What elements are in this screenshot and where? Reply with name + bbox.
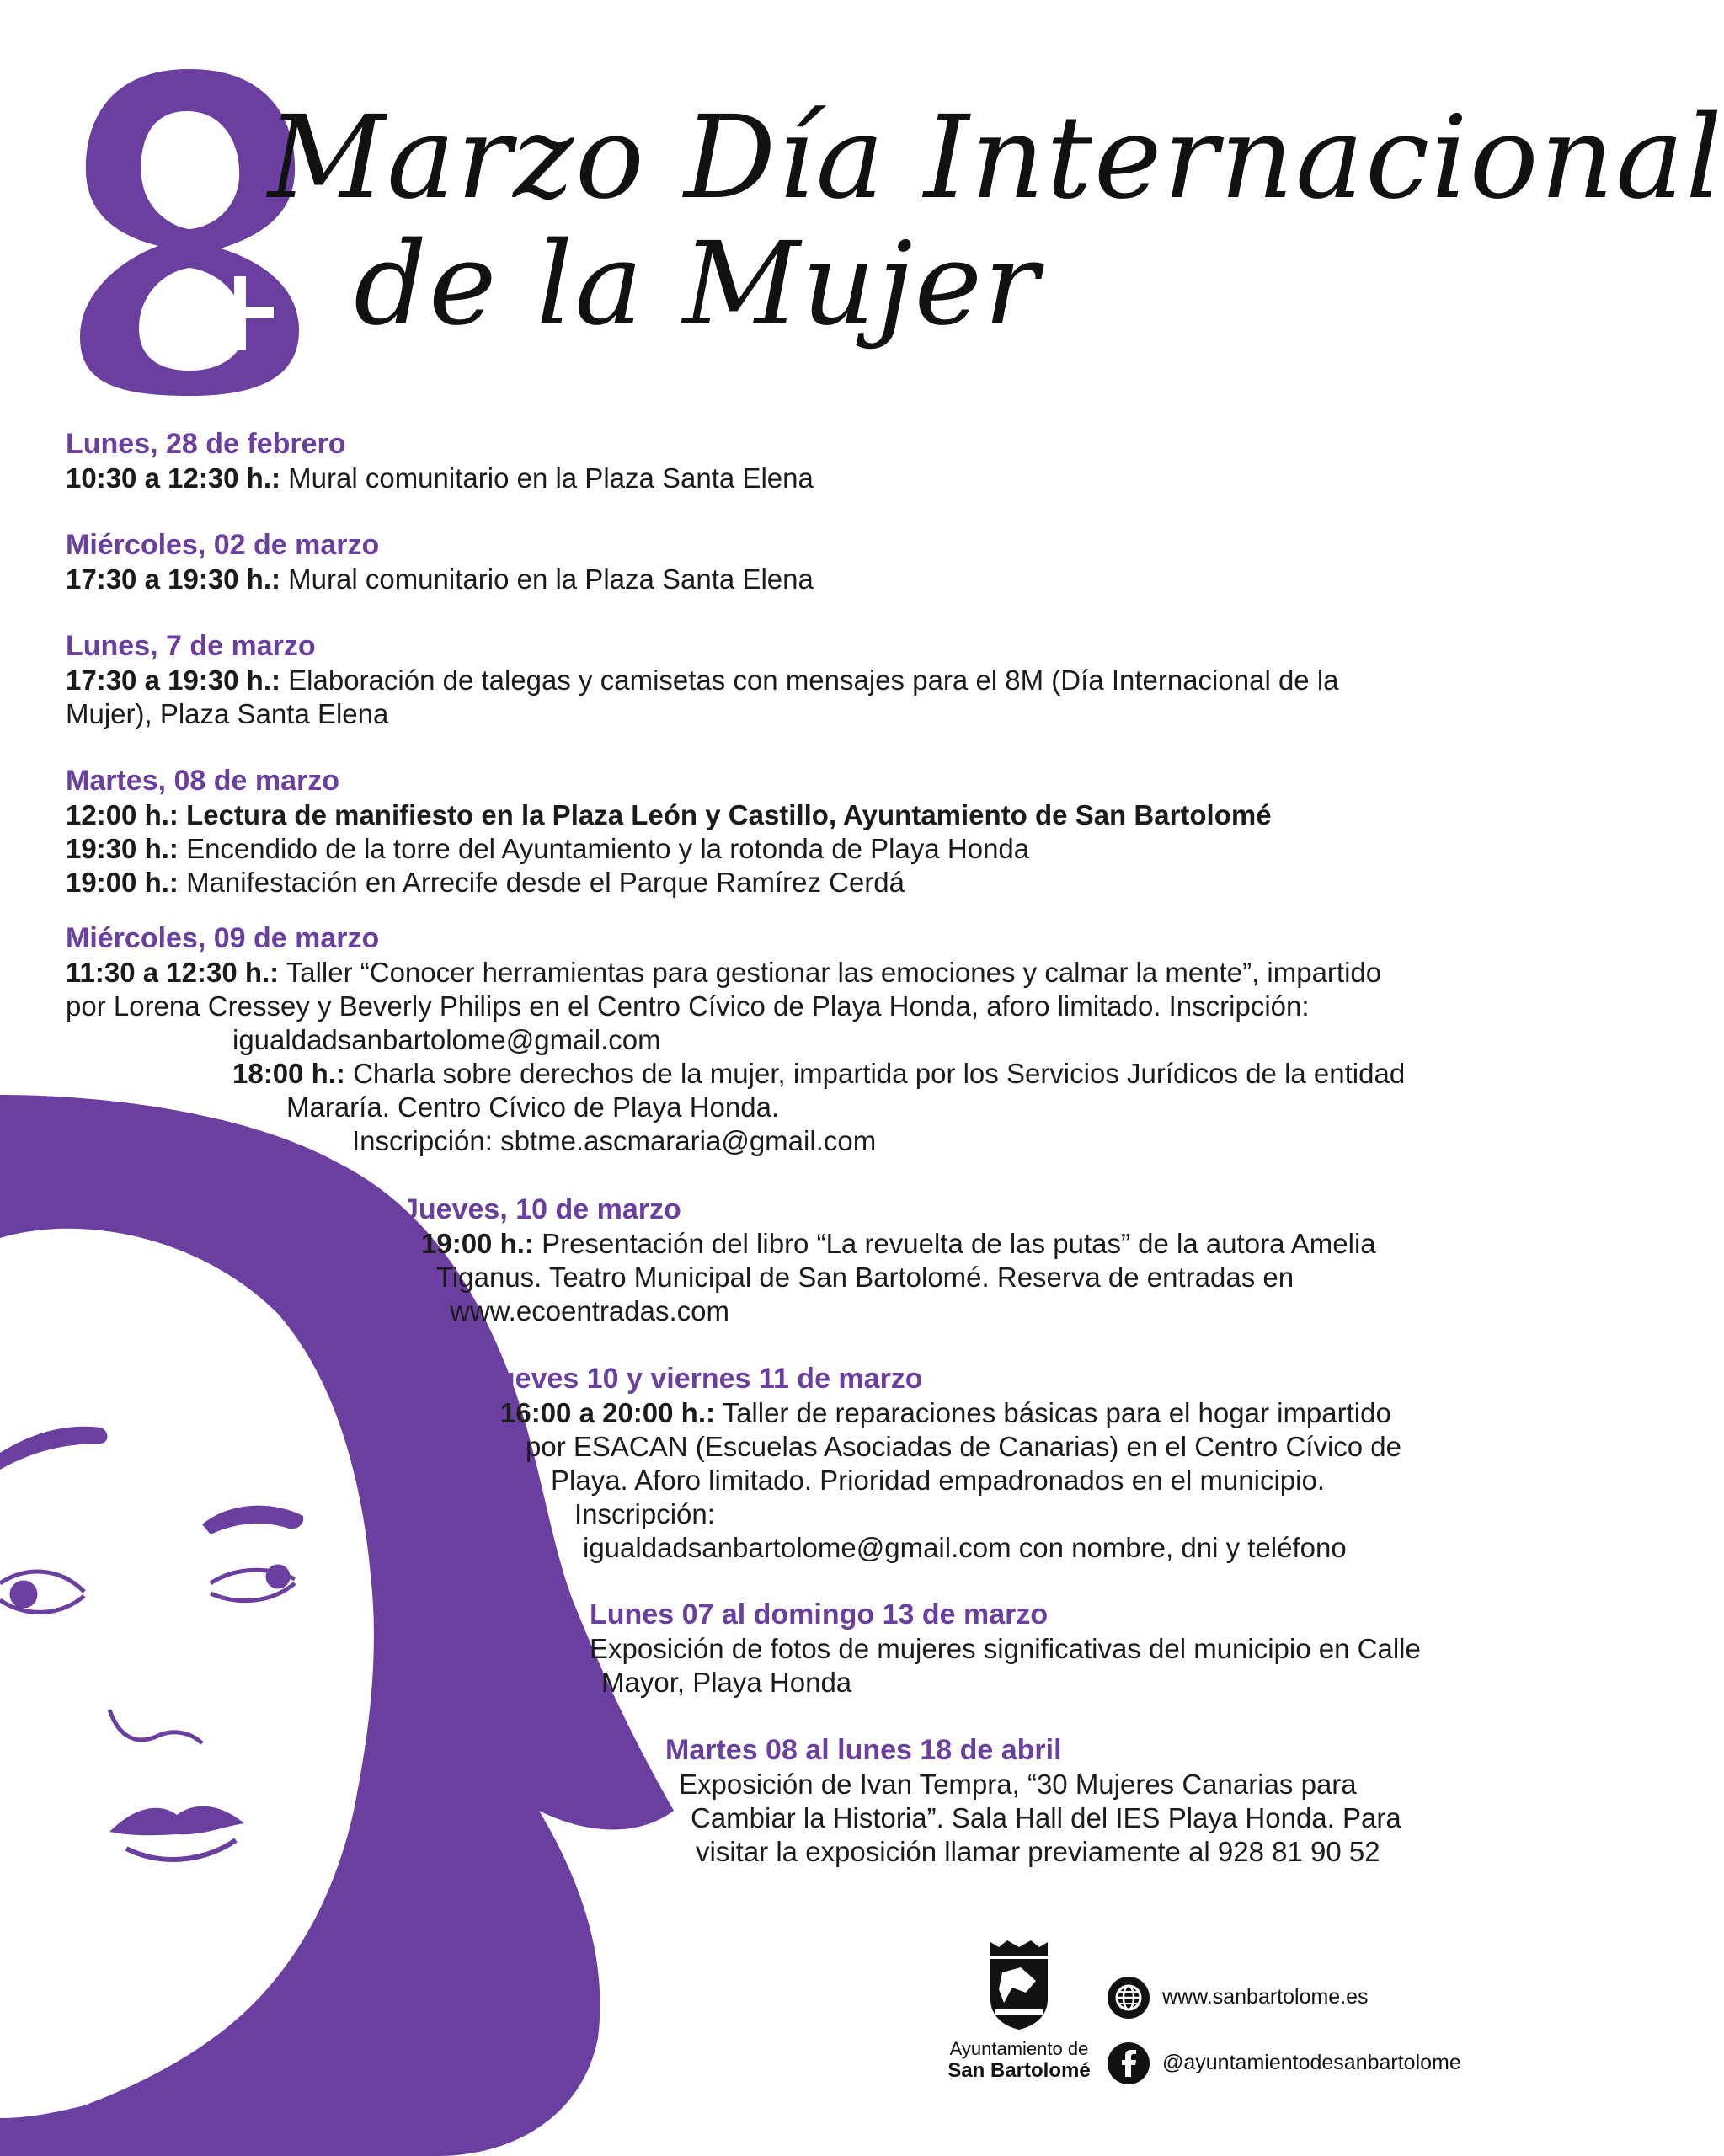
event-email: igualdadsanbartolome@gmail.com con nombre, dni y teléfono	[583, 1532, 1347, 1563]
event-day: Lunes, 28 de febrero	[66, 428, 346, 460]
ayuntamiento-label	[935, 2038, 1103, 2082]
event-email: Inscripción: sbtme.ascmararia@gmail.com	[352, 1125, 877, 1156]
event-text: Taller de reparaciones básicas para el hogar impartido	[722, 1397, 1391, 1428]
event-time: 10:30 a 12:30 h.:	[66, 462, 280, 494]
event-text: Playa. Aforo limitado. Prioridad empadronados en el municipio.	[551, 1465, 1326, 1496]
event-text: Mural comunitario en la Plaza Santa Elena	[288, 563, 814, 595]
facebook-link[interactable]: @ayuntamientodesanbartolome	[1162, 2051, 1461, 2074]
facebook-icon	[1107, 2041, 1150, 2085]
event-text: Taller “Conocer herramientas para gestionar las emociones y calmar la mente”, impartido	[286, 957, 1382, 988]
event-time: 19:00 h.:	[66, 867, 179, 898]
event-day: Jueves 10 y viernes 11 de marzo	[482, 1363, 923, 1395]
event-text: Cambiar la Historia”. Sala Hall del IES Playa Honda. Para	[691, 1802, 1401, 1833]
event-block	[665, 1732, 1401, 1869]
event-time: 19:00 h.:	[421, 1228, 534, 1259]
event-text: Tiganus. Teatro Municipal de San Bartolomé. Reserva de entradas en	[436, 1262, 1294, 1293]
event-block	[66, 628, 1339, 731]
event-block	[482, 1361, 1401, 1565]
event-block	[66, 763, 1272, 899]
event-day: Lunes, 7 de marzo	[66, 630, 316, 662]
event-time: 16:00 a 20:00 h.:	[500, 1397, 715, 1428]
event-text: Encendido de la torre del Ayuntamiento y la rotonda de Playa Honda	[186, 833, 1030, 864]
event-text: Mayor, Playa Honda	[601, 1667, 852, 1698]
event-text: Charla sobre derechos de la mujer, impartida por los Servicios Jurídicos de la entidad	[353, 1058, 1406, 1089]
event-text: Mujer), Plaza Santa Elena	[66, 698, 389, 729]
event-time: 19:30 h.:	[66, 833, 179, 864]
page-subtitle: de la Mujer	[354, 218, 1041, 351]
event-text: Exposición de fotos de mujeres significativas del municipio en Calle	[590, 1633, 1421, 1664]
event-text: Mural comunitario en la Plaza Santa Elena	[288, 462, 814, 494]
event-day: Lunes 07 al domingo 13 de marzo	[590, 1598, 1049, 1630]
website-link[interactable]: www.sanbartolome.es	[1162, 1985, 1369, 2009]
event-text: Manifestación en Arrecife desde el Parque Ramírez Cerdá	[186, 867, 905, 898]
event-text: Lectura de manifiesto en la Plaza León y Castillo, Ayuntamiento de San Bartolomé	[186, 799, 1272, 830]
event-email: igualdadsanbartolome@gmail.com	[232, 1024, 661, 1055]
event-text: por ESACAN (Escuelas Asociadas de Canarias) en el Centro Cívico de	[526, 1431, 1401, 1462]
event-block	[66, 527, 814, 596]
event-block	[66, 426, 814, 495]
event-day: Miércoles, 09 de marzo	[66, 922, 380, 954]
event-block	[66, 921, 1405, 1158]
ayuntamiento-line1: Ayuntamiento de	[949, 2038, 1089, 2059]
municipal-crest-icon	[987, 1939, 1051, 2031]
event-day: Miércoles, 02 de marzo	[66, 529, 380, 561]
event-day: Martes 08 al lunes 18 de abril	[665, 1734, 1062, 1766]
event-day: Jueves, 10 de marzo	[403, 1193, 681, 1225]
event-block	[403, 1192, 1376, 1328]
page-title: Marzo Día Internacional	[268, 92, 1724, 225]
event-text: Mararía. Centro Cívico de Playa Honda.	[286, 1091, 780, 1123]
event-text: Elaboración de talegas y camisetas con mensajes para el 8M (Día Internacional de la	[288, 664, 1339, 696]
event-text: visitar la exposición llamar previamente al 928 81 90 52	[696, 1836, 1380, 1867]
event-link: www.ecoentradas.com	[450, 1295, 729, 1326]
globe-icon	[1107, 1976, 1150, 2020]
event-text: por Lorena Cressey y Beverly Philips en el Centro Cívico de Playa Honda, aforo limitado. Inscripción:	[66, 990, 1310, 1022]
event-time: 18:00 h.:	[232, 1058, 345, 1089]
event-block	[590, 1597, 1421, 1700]
event-time: 17:30 a 19:30 h.:	[66, 563, 280, 595]
event-time: 12:00 h.:	[66, 799, 179, 830]
event-text: Presentación del libro “La revuelta de las putas” de la autora Amelia	[542, 1228, 1376, 1259]
ayuntamiento-line2: San Bartolomé	[947, 2059, 1091, 2082]
event-text: Exposición de Ivan Tempra, “30 Mujeres Canarias para	[679, 1769, 1357, 1800]
event-time: 17:30 a 19:30 h.:	[66, 664, 280, 696]
event-text: Inscripción:	[574, 1498, 715, 1529]
event-day: Martes, 08 de marzo	[66, 765, 340, 797]
event-time: 11:30 a 12:30 h.:	[66, 957, 280, 988]
number-eight-venus-symbol-icon	[80, 69, 299, 396]
